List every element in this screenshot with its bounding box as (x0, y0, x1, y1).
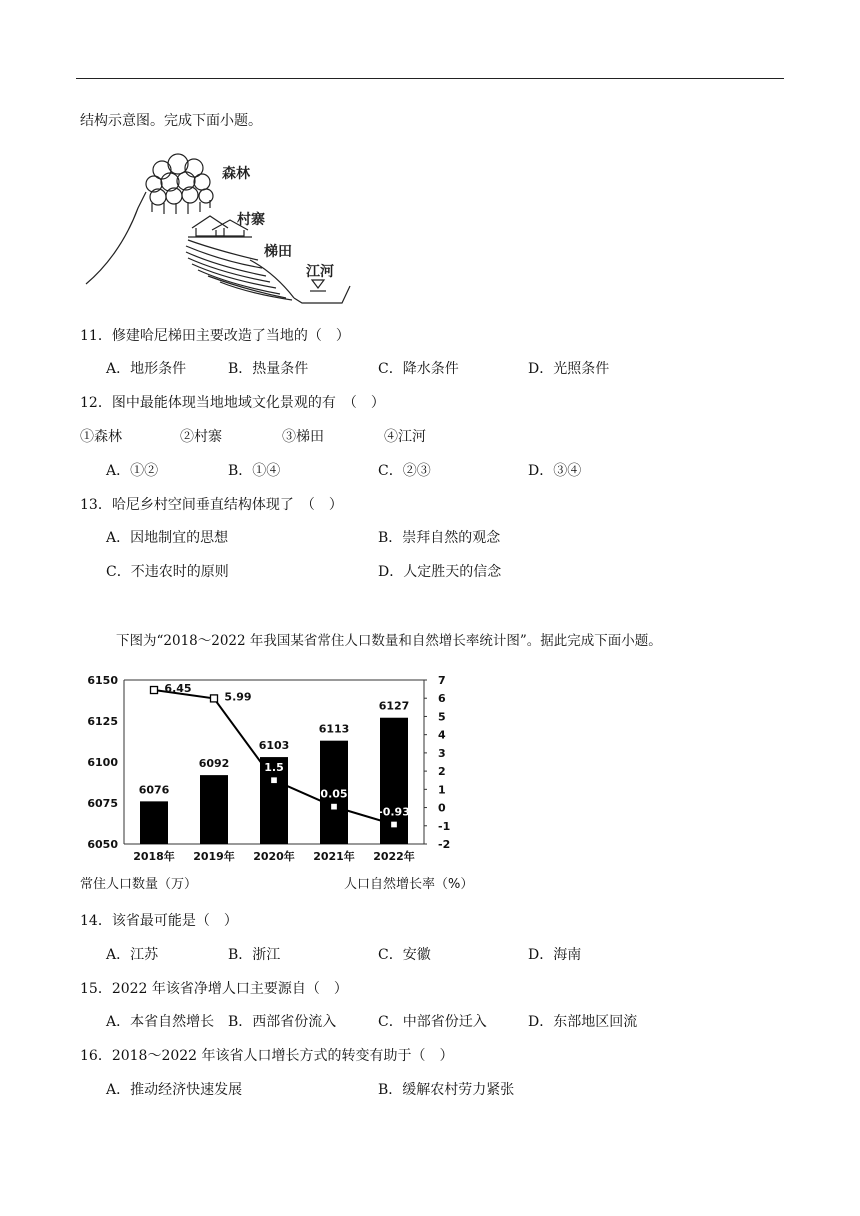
bar-value-label: 6113 (318, 722, 350, 736)
bar (200, 775, 228, 844)
chart-left-axis-title: 常住人口数量（万） (80, 877, 198, 892)
q13-option-c[interactable]: C．不违农时的原则 (106, 564, 229, 580)
right-tick-label: 7 (438, 674, 446, 687)
q12-item-2: ②村寨 (180, 429, 222, 445)
x-tick-label: 2018年 (133, 850, 175, 863)
right-tick-label: 4 (438, 728, 446, 742)
x-tick-label: 2022年 (373, 850, 415, 863)
growth-rate-label: -0.93 (378, 805, 410, 819)
right-tick-label: 3 (438, 746, 446, 760)
right-tick-label: -2 (438, 838, 451, 851)
q11-option-c[interactable]: C．降水条件 (378, 361, 459, 377)
bar-value-label: 6092 (198, 757, 230, 771)
q16-option-b[interactable]: B．缓解农村劳力紧张 (378, 1082, 515, 1098)
intro-continuation: 结构示意图。完成下面小题。 (80, 113, 262, 129)
q11-option-d[interactable]: D．光照条件 (528, 361, 610, 377)
label-village: 村寨 (237, 212, 265, 228)
question-15-stem: 15．2022 年该省净增人口主要源自（ ） (80, 981, 348, 997)
right-tick-label: 6 (438, 692, 446, 706)
left-tick-label: 6150 (87, 674, 118, 687)
chart-right-axis-title: 人口自然增长率（%） (344, 877, 474, 892)
q13-option-a[interactable]: A．因地制宜的思想 (106, 530, 229, 546)
right-tick-label: 5 (438, 710, 446, 724)
label-terraces: 梯田 (264, 244, 292, 260)
bar (140, 801, 168, 844)
question-16-stem: 16．2018～2022 年该省人口增长方式的转变有助于（ ） (80, 1048, 454, 1064)
q13-option-b[interactable]: B．崇拜自然的观念 (378, 530, 501, 546)
q11-option-b[interactable]: B．热量条件 (228, 361, 309, 377)
label-river: 江河 (306, 264, 334, 280)
left-tick-label: 6050 (87, 838, 118, 851)
growth-rate-point (271, 777, 278, 784)
q12-option-a[interactable]: A．①② (106, 463, 159, 479)
right-tick-label: 2 (438, 765, 446, 779)
population-chart (80, 668, 460, 868)
x-tick-label: 2021年 (313, 850, 355, 863)
section-intro-chart: 下图为“2018～2022 年我国某省常住人口数量和自然增长率统计图”。据此完成下面小题。 (116, 633, 662, 649)
q12-option-c[interactable]: C．②③ (378, 463, 431, 479)
x-tick-label: 2019年 (193, 850, 235, 863)
bar-value-label: 6127 (378, 699, 410, 713)
river-valley (294, 286, 350, 303)
q12-option-b[interactable]: B．①④ (228, 463, 281, 479)
hani-terrace-diagram (80, 148, 370, 308)
left-tick-label: 6100 (87, 756, 118, 769)
q16-option-a[interactable]: A．推动经济快速发展 (106, 1082, 243, 1098)
question-12-stem: 12．图中最能体现当地地域文化景观的有 （ ） (80, 395, 385, 411)
river-marker-icon (312, 280, 324, 288)
q12-item-4: ④江河 (384, 429, 426, 445)
left-tick-label: 6125 (87, 715, 118, 728)
right-tick-label: 0 (438, 801, 446, 815)
right-tick-label: -1 (438, 819, 451, 833)
question-13-stem: 13．哈尼乡村空间垂直结构体现了 （ ） (80, 497, 343, 513)
q13-option-d[interactable]: D．人定胜天的信念 (378, 564, 502, 580)
q14-option-c[interactable]: C．安徽 (378, 947, 431, 963)
q12-item-1: ①森林 (80, 429, 122, 445)
q12-option-d[interactable]: D．③④ (528, 463, 582, 479)
q14-option-a[interactable]: A．江苏 (106, 947, 159, 963)
q15-option-d[interactable]: D．东部地区回流 (528, 1014, 638, 1030)
right-tick-label: 1 (438, 783, 446, 797)
growth-rate-point (331, 803, 338, 810)
growth-rate-point (211, 695, 218, 702)
x-tick-label: 2020年 (253, 850, 295, 863)
q12-item-3: ③梯田 (282, 429, 324, 445)
q15-option-b[interactable]: B．西部省份流入 (228, 1014, 337, 1030)
q15-option-a[interactable]: A．本省自然增长 (106, 1014, 215, 1030)
label-forest: 森林 (222, 166, 250, 182)
q14-option-b[interactable]: B．浙江 (228, 947, 281, 963)
mountain-slope-left (86, 192, 146, 284)
q14-option-d[interactable]: D．海南 (528, 947, 582, 963)
left-tick-label: 6075 (87, 797, 118, 810)
growth-rate-point (151, 687, 158, 694)
q11-option-a[interactable]: A．地形条件 (106, 361, 187, 377)
bar-value-label: 6103 (258, 739, 290, 753)
bar-value-label: 6076 (138, 783, 170, 797)
growth-rate-label: 0.05 (320, 787, 348, 801)
forest-trees (146, 154, 213, 214)
growth-rate-label: 1.5 (264, 761, 284, 775)
q15-option-c[interactable]: C．中部省份迁入 (378, 1014, 487, 1030)
question-14-stem: 14．该省最可能是（ ） (80, 913, 238, 929)
growth-rate-point (391, 821, 398, 828)
growth-rate-label: 5.99 (224, 690, 252, 704)
growth-rate-label: 6.45 (164, 682, 192, 696)
header-rule (76, 78, 784, 79)
question-11-stem: 11．修建哈尼梯田主要改造了当地的（ ） (80, 328, 350, 344)
